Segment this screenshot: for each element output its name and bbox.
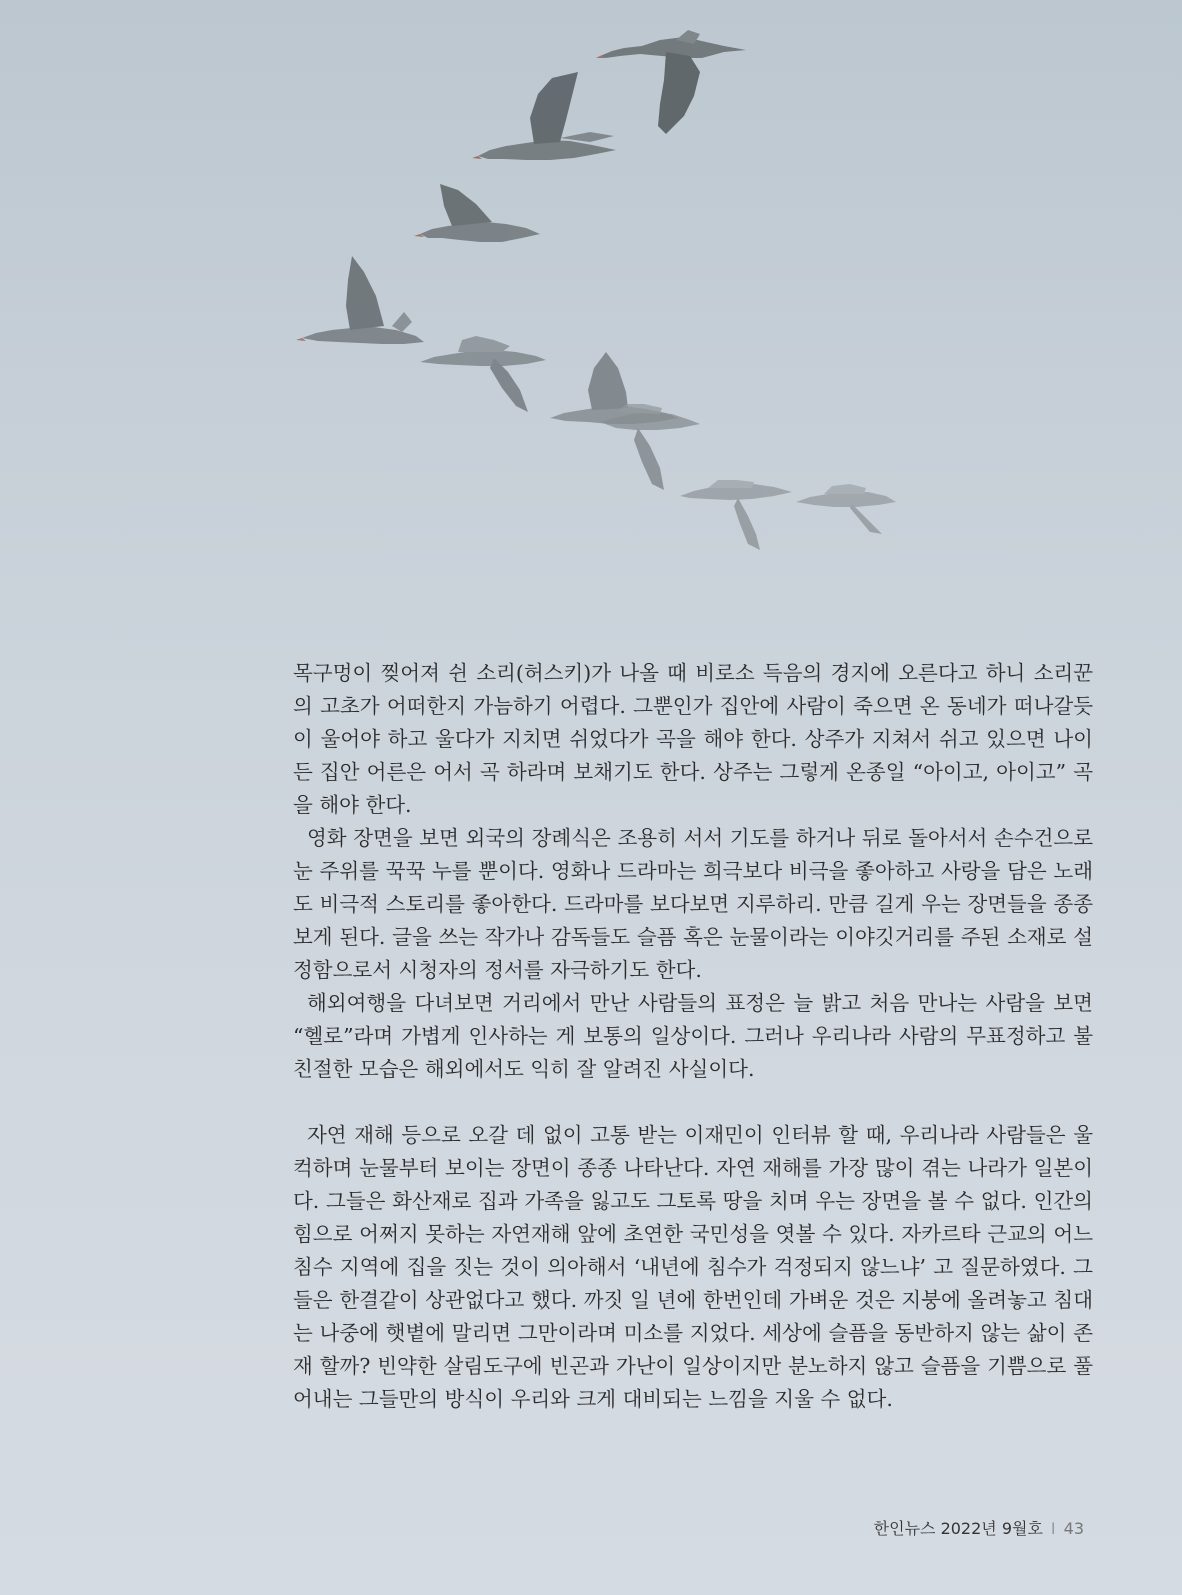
goose-4 xyxy=(296,256,424,344)
geese-flying-photo xyxy=(0,0,1182,600)
goose-1 xyxy=(596,30,746,134)
goose-9 xyxy=(796,484,896,534)
goose-8 xyxy=(680,480,792,550)
paragraph-2: 영화 장면을 보면 외국의 장례식은 조용히 서서 기도를 하거나 뒤로 돌아서서 손수건으로 눈 주위를 꾹꾹 누를 뿐이다. 영화나 드라마는 희극보다 비극을 좋아하고 사랑을 담은 노래도 비극적 스토리를 좋아한다. 드라마를 보다보면 지루하리. 만큼 길게 우는 장면들을 종종 보게 된다. 글을 쓰는 작가나 감독들도 슬픔 혹은 눈물이라는 이야깃거리를 주된 소재로 설정함으로서 시청자의 정서를 자극하기도 한다. xyxy=(293,826,1093,982)
goose-2 xyxy=(472,72,616,160)
paragraph-gap xyxy=(293,1086,1093,1119)
page-footer xyxy=(874,1516,1084,1539)
paragraph-4: 자연 재해 등으로 오갈 데 없이 고통 받는 이재민이 인터뷰 할 때, 우리나라 사람들은 울컥하며 눈물부터 보이는 장면이 종종 나타난다. 자연 재해를 가장 많이 겪는 나라가 일본이다. 그들은 화산재로 집과 가족을 잃고도 그토록 땅을 치며 우는 장면을 볼 수 없다. 인간의 힘으로 어쩌지 못하는 자연재해 앞에 초연한 국민성을 엿볼 수 있다. 자카르타 근교의 어느 침수 지역에 집을 짓는 것이 의아해서 ‘내년에 침수가 걱정되지 않느냐’ 고 질문하였다. 그들은 한결같이 상관없다고 했다. 까짓 일 년에 한번인데 가벼운 것은 지붕에 올려놓고 침대는 나중에 햇볕에 말리면 그만이라며 미소를 지었다. 세상에 슬픔을 동반하지 않는 삶이 존재 할까? 빈약한 살림도구에 빈곤과 가난이 일상이지만 분노하지 않고 슬픔을 기쁨으로 풀어내는 그들만의 방식이 우리와 크게 대비되는 느낌을 지울 수 없다. xyxy=(293,1123,1093,1411)
publication-name: 한인뉴스 2022년 9월호 xyxy=(873,1519,1043,1538)
paragraph-1: 목구멍이 찢어져 쉰 소리(허스키)가 나올 때 비로소 득음의 경지에 오른다고 하니 소리꾼의 고초가 어떠한지 가늠하기 어렵다. 그뿐인가 집안에 사람이 죽으면 온 동네가 떠나갈듯이 울어야 하고 울다가 지치면 쉬었다가 곡을 해야 한다. 상주가 지쳐서 쉬고 있으면 나이든 집안 어른은 어서 곡 하라며 보채기도 한다. 상주는 그렇게 온종일 “아이고, 아이고” 곡을 해야 한다. xyxy=(293,661,1093,817)
article-body xyxy=(293,657,1093,1416)
paragraph-3: 해외여행을 다녀보면 거리에서 만난 사람들의 표정은 늘 밝고 처음 만나는 사람을 보면 “헬로”라며 가볍게 인사하는 게 보통의 일상이다. 그러나 우리나라 사람의 무표정하고 불친절한 모습은 해외에서도 익히 잘 알려진 사실이다. xyxy=(293,991,1093,1081)
goose-5 xyxy=(420,336,546,412)
footer-separator: I xyxy=(1050,1519,1056,1538)
page-number: 43 xyxy=(1063,1519,1084,1538)
goose-3 xyxy=(414,184,540,242)
